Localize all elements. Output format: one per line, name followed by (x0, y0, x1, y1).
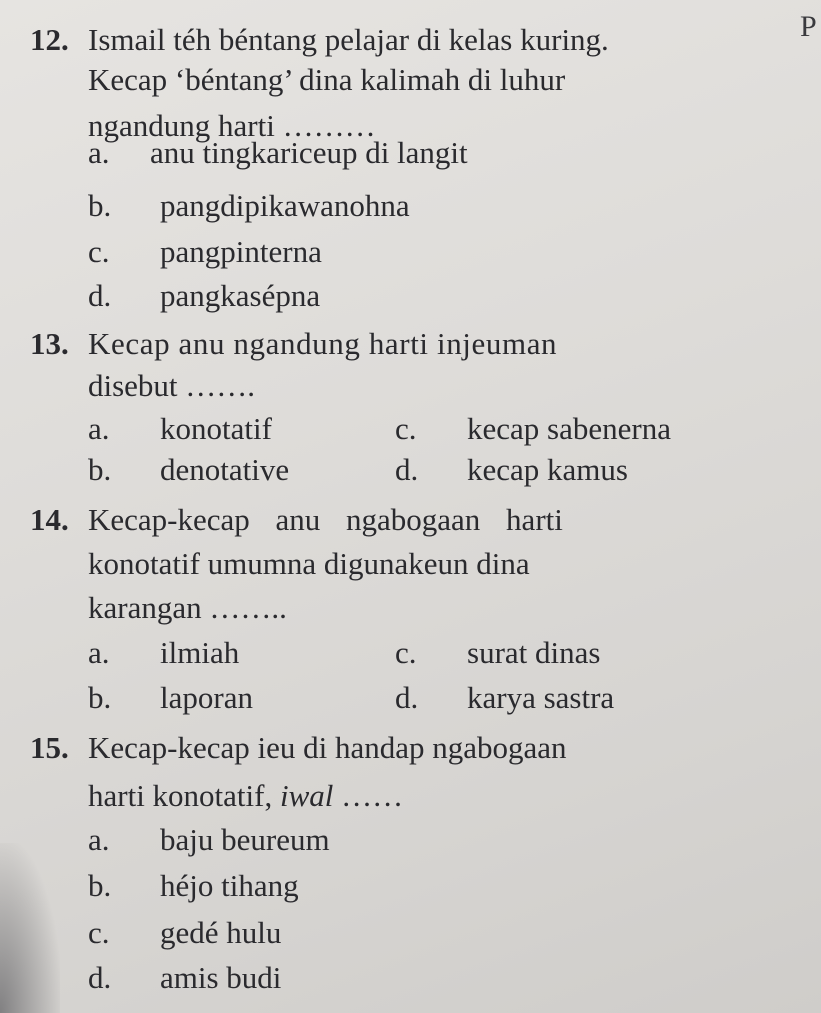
option-letter: d. (88, 960, 112, 995)
option-letter: c. (395, 635, 417, 670)
question-12-line-3: ngandung harti ……… (88, 108, 376, 143)
option-letter: a. (88, 822, 110, 857)
option-14-d (395, 680, 614, 716)
question-14-line-1 (30, 502, 770, 538)
answer-dots: …… (333, 778, 404, 813)
option-text: amis budi (160, 960, 282, 995)
option-12-b (88, 188, 410, 224)
question-number: 12. (30, 22, 69, 57)
question-text: Kecap-kecap ieu di handap ngabogaan (88, 730, 567, 765)
option-text: anu tingkariceup di langit (150, 135, 468, 170)
question-number: 13. (30, 326, 69, 361)
option-text: gedé hulu (160, 915, 282, 950)
question-text: Kecap-kecap anu ngabogaan harti (88, 502, 563, 537)
example-word: iwal (279, 778, 334, 813)
option-letter: c. (88, 234, 110, 269)
option-text: pangkasépna (160, 278, 321, 313)
option-text: baju beureum (160, 822, 330, 857)
option-letter: a. (88, 411, 110, 446)
option-text: kecap sabenerna (467, 411, 671, 446)
option-13-a (88, 411, 272, 447)
option-letter: d. (395, 680, 419, 715)
question-14-line-2: konotatif umumna digunakeun dina (88, 546, 530, 581)
question-12-line-2 (88, 62, 803, 98)
question-13-line-2: disebut ……. (88, 368, 256, 403)
question-15-line-1 (30, 730, 567, 766)
question-text: Ismail téh béntang pelajar di kelas kuring. (88, 22, 609, 57)
question-13-line-1 (30, 326, 795, 362)
option-14-b (88, 680, 253, 716)
option-letter: b. (88, 188, 112, 223)
option-15-b (88, 868, 299, 904)
option-letter: b. (88, 868, 112, 903)
option-letter: b. (88, 680, 112, 715)
option-13-c (395, 411, 671, 447)
option-text: konotatif (160, 411, 272, 446)
option-12-a (88, 135, 468, 171)
question-text: harti konotatif, (88, 778, 273, 813)
option-letter: a. (88, 135, 110, 170)
question-number: 14. (30, 502, 69, 537)
question-text: Kecap anu ngandung harti injeuman (88, 326, 558, 361)
question-number: 15. (30, 730, 69, 765)
option-12-c (88, 234, 322, 270)
option-14-a (88, 635, 239, 671)
option-13-b (88, 452, 289, 488)
question-text: Kecap ‘béntang’ dina kalimah di luhur (88, 62, 566, 97)
question-15-line-2 (88, 778, 403, 814)
option-letter: c. (88, 915, 110, 950)
option-15-d (88, 960, 281, 996)
option-letter: c. (395, 411, 417, 446)
option-15-a (88, 822, 330, 858)
option-12-d (88, 278, 320, 314)
photo-shadow (0, 843, 60, 1013)
question-12-line-1 (30, 22, 760, 58)
option-text: surat dinas (467, 635, 601, 670)
option-14-c (395, 635, 600, 671)
option-text: kecap kamus (467, 452, 628, 487)
option-text: pangdipikawanohna (160, 188, 410, 223)
option-letter: a. (88, 635, 110, 670)
option-text: laporan (160, 680, 253, 715)
option-text: héjo tihang (160, 868, 299, 903)
option-letter: d. (395, 452, 419, 487)
question-14-line-3: karangan …….. (88, 590, 287, 625)
option-text: pangpinterna (160, 234, 322, 269)
option-text: ilmiah (160, 635, 240, 670)
option-letter: b. (88, 452, 112, 487)
corner-mark: P (800, 10, 817, 43)
option-13-d (395, 452, 628, 488)
option-15-c (88, 915, 281, 951)
option-text: denotative (160, 452, 290, 487)
option-letter: d. (88, 278, 112, 313)
option-text: karya sastra (467, 680, 615, 715)
